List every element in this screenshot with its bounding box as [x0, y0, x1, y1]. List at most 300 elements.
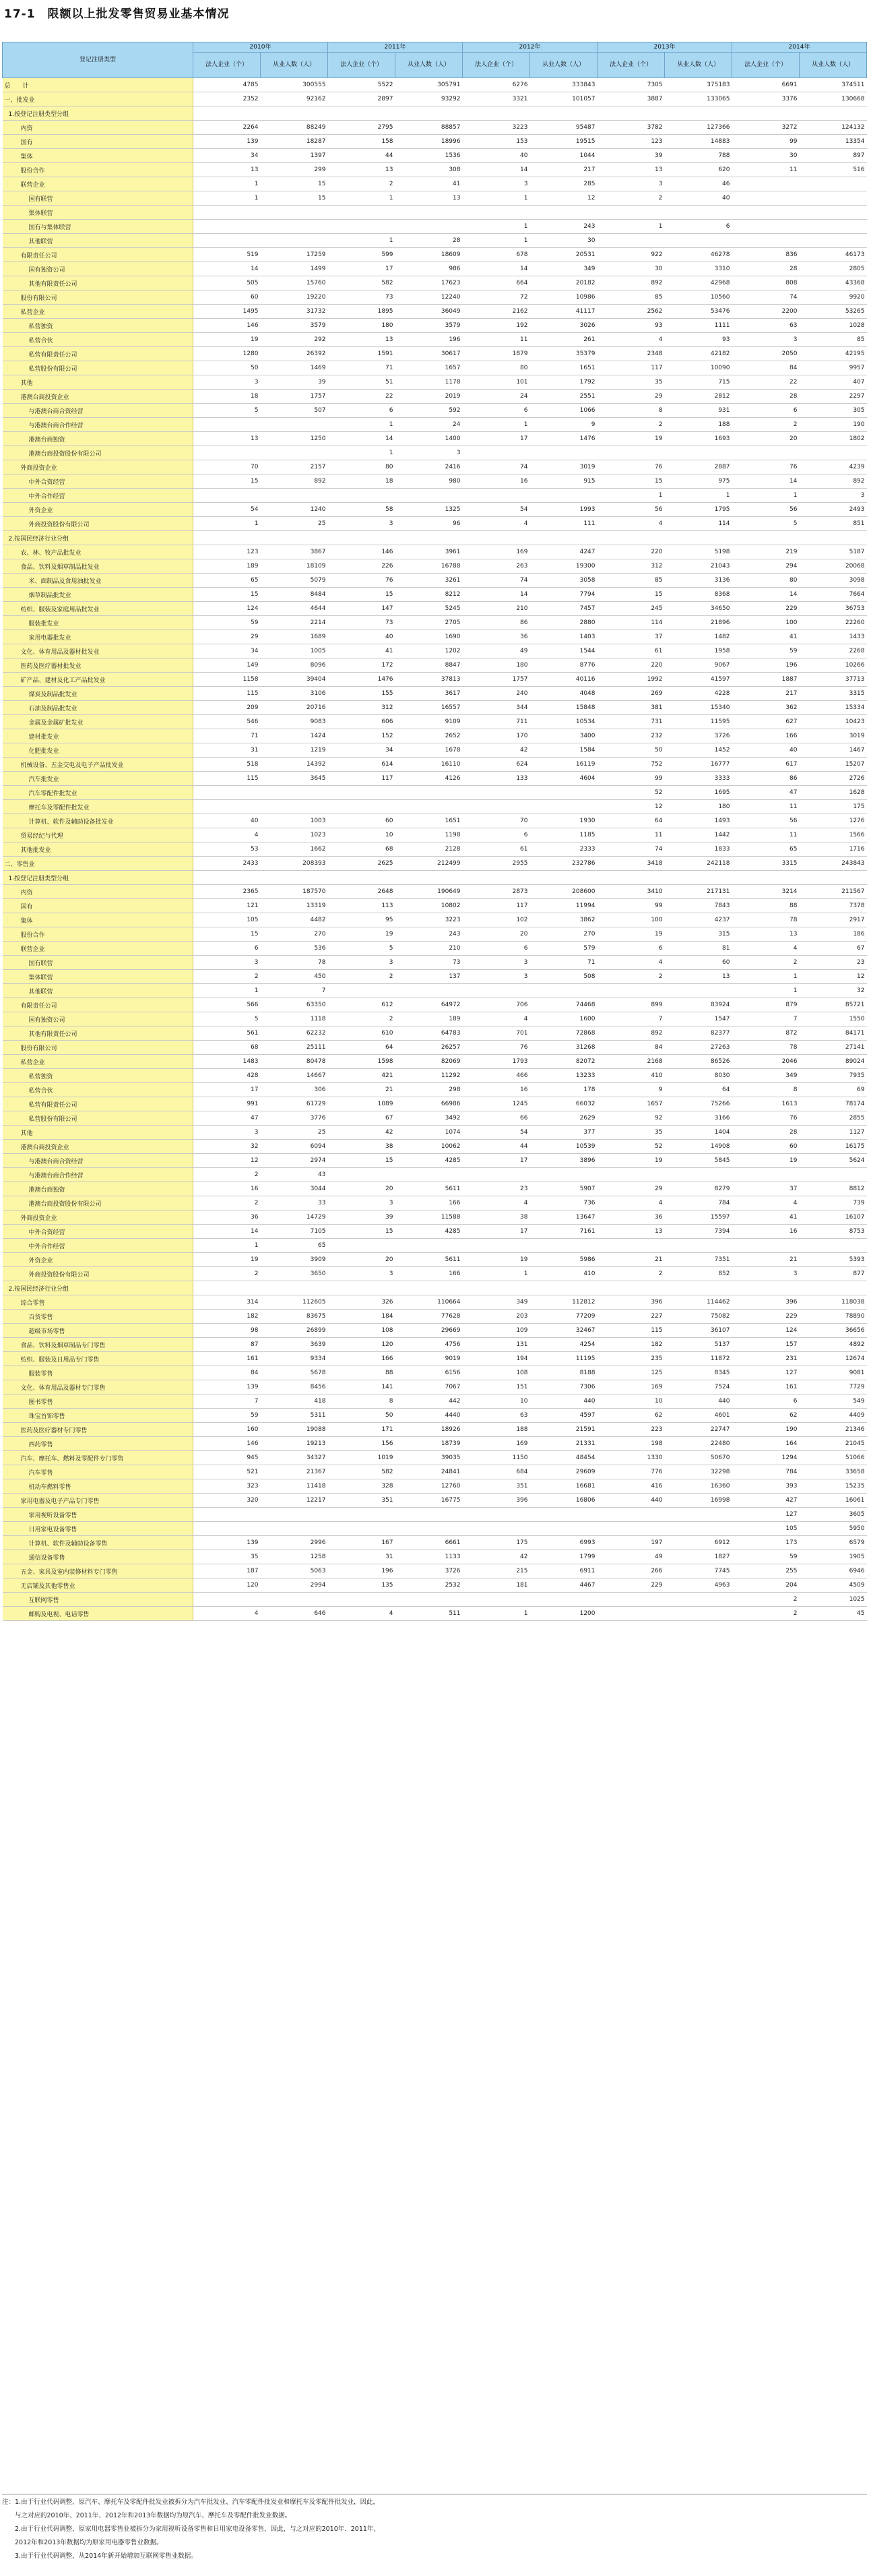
- employees-cell: 3106: [261, 687, 328, 701]
- employees-cell: 5678: [261, 1366, 328, 1380]
- table-row: [3, 1168, 867, 1182]
- enterprises-cell: 664: [463, 276, 530, 290]
- table-row: [3, 92, 867, 106]
- employees-cell: [800, 1239, 867, 1253]
- table-row: [3, 828, 867, 842]
- enterprises-cell: 73: [328, 290, 395, 305]
- employees-cell: 2532: [395, 1578, 463, 1593]
- enterprises-cell: 1294: [732, 1451, 800, 1465]
- employees-cell: 3019: [800, 729, 867, 743]
- enterprises-cell: 15: [328, 1154, 395, 1168]
- table-row: [3, 1564, 867, 1578]
- enterprises-cell: 1: [328, 418, 395, 432]
- enterprises-cell: 59: [193, 616, 261, 630]
- employees-cell: 3261: [395, 574, 463, 588]
- enterprises-cell: 188: [463, 1423, 530, 1437]
- employees-cell: [665, 531, 732, 545]
- employees-cell: 877: [800, 1267, 867, 1281]
- employees-cell: 305: [800, 404, 867, 418]
- row-label: 私营企业: [3, 305, 193, 319]
- enterprises-cell: 60: [732, 1140, 800, 1154]
- employees-cell: 16175: [800, 1140, 867, 1154]
- employees-cell: 5187: [800, 545, 867, 559]
- table-row: [3, 432, 867, 446]
- table-row: [3, 333, 867, 347]
- enterprises-cell: 147: [328, 602, 395, 616]
- enterprises-cell: 16: [463, 1083, 530, 1097]
- row-label: 私营合伙: [3, 333, 193, 347]
- table-row: [3, 347, 867, 361]
- employees-cell: 6661: [395, 1536, 463, 1550]
- table-row: [3, 786, 867, 800]
- employees-cell: 16806: [530, 1494, 598, 1508]
- enterprises-cell: 42: [328, 1126, 395, 1140]
- employees-cell: 8030: [665, 1069, 732, 1083]
- employees-cell: 14392: [261, 758, 328, 772]
- table-row: [3, 559, 867, 574]
- employees-cell: 1678: [395, 743, 463, 758]
- enterprises-cell: 12: [193, 1154, 261, 1168]
- enterprises-cell: 229: [732, 1310, 800, 1324]
- row-label: 纺织、服装及日用品专门零售: [3, 1352, 193, 1366]
- table-row: [3, 1423, 867, 1437]
- enterprises-cell: 1757: [463, 673, 530, 687]
- employees-cell: 374511: [800, 78, 867, 92]
- data-table: [2, 42, 867, 1621]
- enterprises-cell: 85: [598, 574, 665, 588]
- employees-cell: [261, 206, 328, 220]
- employees-cell: 208393: [261, 857, 328, 871]
- employees-header: 从业人数（人）: [530, 53, 598, 78]
- employees-cell: 78890: [800, 1310, 867, 1324]
- table-row: [3, 1324, 867, 1338]
- enterprises-cell: 38: [463, 1210, 530, 1225]
- employees-cell: 15848: [530, 701, 598, 715]
- employees-cell: 1469: [261, 361, 328, 375]
- enterprises-cell: 78: [732, 1041, 800, 1055]
- enterprises-cell: 61: [463, 842, 530, 857]
- row-label: 无店铺及其他零售业: [3, 1578, 193, 1593]
- employees-cell: 9109: [395, 715, 463, 729]
- table-row: [3, 758, 867, 772]
- employees-cell: 39035: [395, 1451, 463, 1465]
- employees-cell: 18739: [395, 1437, 463, 1451]
- enterprises-cell: 6: [463, 828, 530, 842]
- employees-cell: 72868: [530, 1026, 598, 1041]
- employees-cell: 3044: [261, 1182, 328, 1196]
- enterprises-cell: [193, 871, 261, 885]
- enterprises-cell: 7: [193, 1394, 261, 1409]
- enterprises-cell: 39: [598, 149, 665, 163]
- employees-cell: [395, 871, 463, 885]
- enterprises-cell: [193, 106, 261, 121]
- enterprises-cell: 71: [193, 729, 261, 743]
- employees-cell: 592: [395, 404, 463, 418]
- enterprises-cell: 328: [328, 1479, 395, 1494]
- employees-cell: [395, 1281, 463, 1295]
- enterprises-cell: 1483: [193, 1055, 261, 1069]
- enterprises-cell: 59: [732, 644, 800, 658]
- enterprises-cell: 10: [328, 828, 395, 842]
- enterprises-cell: 223: [598, 1423, 665, 1437]
- enterprises-cell: 170: [463, 729, 530, 743]
- employees-cell: 788: [665, 149, 732, 163]
- enterprises-cell: 2897: [328, 92, 395, 106]
- enterprises-cell: 1: [328, 191, 395, 206]
- employees-cell: 10986: [530, 290, 598, 305]
- enterprises-cell: [598, 1508, 665, 1522]
- enterprises-cell: [732, 106, 800, 121]
- employees-cell: 10266: [800, 658, 867, 673]
- enterprises-cell: 3: [463, 970, 530, 984]
- enterprises-cell: 610: [328, 1026, 395, 1041]
- employees-cell: 1651: [530, 361, 598, 375]
- employees-cell: [395, 1522, 463, 1536]
- enterprises-cell: 34: [193, 149, 261, 163]
- employees-cell: 1127: [800, 1126, 867, 1140]
- enterprises-cell: 105: [732, 1522, 800, 1536]
- table-row: [3, 1111, 867, 1126]
- enterprises-cell: 35: [598, 1126, 665, 1140]
- enterprises-cell: 4: [328, 1607, 395, 1621]
- year-header: 2014年: [732, 42, 867, 53]
- employees-cell: 3223: [395, 913, 463, 927]
- enterprises-cell: [328, 531, 395, 545]
- employees-cell: 64: [665, 1083, 732, 1097]
- table-row: [3, 1026, 867, 1041]
- enterprises-cell: 65: [193, 574, 261, 588]
- employees-cell: 5611: [395, 1253, 463, 1267]
- enterprises-cell: 169: [463, 545, 530, 559]
- employees-cell: 4604: [530, 772, 598, 786]
- employees-cell: 46173: [800, 248, 867, 262]
- enterprises-cell: 219: [732, 545, 800, 559]
- employees-cell: [665, 871, 732, 885]
- enterprises-cell: 99: [598, 772, 665, 786]
- employees-cell: 12760: [395, 1479, 463, 1494]
- employees-cell: 1536: [395, 149, 463, 163]
- employees-cell: 8753: [800, 1225, 867, 1239]
- enterprises-cell: [193, 1508, 261, 1522]
- employees-cell: 36049: [395, 305, 463, 319]
- enterprises-cell: [463, 489, 530, 503]
- employees-cell: 26392: [261, 347, 328, 361]
- enterprises-cell: 209: [193, 701, 261, 715]
- table-row: [3, 970, 867, 984]
- enterprises-cell: 19: [193, 1253, 261, 1267]
- employees-cell: 88249: [261, 121, 328, 135]
- enterprises-cell: 1: [598, 489, 665, 503]
- enterprises-cell: 40: [328, 630, 395, 644]
- enterprises-cell: 2264: [193, 121, 261, 135]
- employees-cell: 620: [665, 163, 732, 177]
- employees-cell: [665, 446, 732, 460]
- enterprises-cell: 47: [732, 786, 800, 800]
- employees-cell: 507: [261, 404, 328, 418]
- employees-cell: [800, 234, 867, 248]
- row-label: 与港澳台商合作经营: [3, 1168, 193, 1182]
- row-label: 中外合作经营: [3, 489, 193, 503]
- table-row: [3, 1607, 867, 1621]
- row-label: 集体: [3, 149, 193, 163]
- employees-cell: [530, 206, 598, 220]
- table-row: [3, 1041, 867, 1055]
- employees-cell: 13: [395, 191, 463, 206]
- employees-cell: 21896: [665, 616, 732, 630]
- enterprises-cell: 6: [463, 404, 530, 418]
- employees-cell: [261, 786, 328, 800]
- table-row: [3, 177, 867, 191]
- row-label: 米、面制品及食用油批发业: [3, 574, 193, 588]
- employees-cell: 3579: [395, 319, 463, 333]
- year-header: 2013年: [598, 42, 732, 53]
- employees-cell: 180: [665, 800, 732, 814]
- row-label: 家用视听设备零售: [3, 1508, 193, 1522]
- employees-cell: 196: [395, 333, 463, 347]
- employees-cell: 7105: [261, 1225, 328, 1239]
- row-label: 文化、体育用品及器材批发业: [3, 644, 193, 658]
- employees-cell: 3310: [665, 262, 732, 276]
- employees-cell: 1993: [530, 503, 598, 517]
- enterprises-cell: 19: [598, 432, 665, 446]
- table-row: [3, 1069, 867, 1083]
- enterprises-cell: 38: [328, 1140, 395, 1154]
- employees-cell: 13233: [530, 1069, 598, 1083]
- enterprises-cell: [732, 220, 800, 234]
- enterprises-cell: 20: [328, 1253, 395, 1267]
- row-label: 家用电器及电子产品专门零售: [3, 1494, 193, 1508]
- enterprises-cell: 121: [193, 899, 261, 913]
- enterprises-cell: 88: [328, 1366, 395, 1380]
- table-row: [3, 1593, 867, 1607]
- employees-cell: 1433: [800, 630, 867, 644]
- enterprises-cell: 3: [328, 1196, 395, 1210]
- enterprises-cell: 86: [463, 616, 530, 630]
- employees-cell: 549: [800, 1394, 867, 1409]
- row-label: 外资企业: [3, 503, 193, 517]
- enterprises-cell: 991: [193, 1097, 261, 1111]
- enterprises-cell: 72: [463, 290, 530, 305]
- employees-cell: 736: [530, 1196, 598, 1210]
- employees-cell: 270: [261, 927, 328, 942]
- enterprises-cell: 92: [598, 1111, 665, 1126]
- enterprises-cell: 14: [463, 262, 530, 276]
- enterprises-cell: 599: [328, 248, 395, 262]
- row-label: 股份有限公司: [3, 290, 193, 305]
- enterprises-cell: 167: [328, 1536, 395, 1550]
- enterprises-cell: 152: [328, 729, 395, 743]
- enterprises-cell: [732, 206, 800, 220]
- employees-cell: 14667: [261, 1069, 328, 1083]
- enterprises-cell: 17: [463, 1154, 530, 1168]
- enterprises-cell: 76: [732, 460, 800, 474]
- table-row: [3, 234, 867, 248]
- employees-cell: 1690: [395, 630, 463, 644]
- employees-cell: 3617: [395, 687, 463, 701]
- enterprises-cell: [598, 106, 665, 121]
- enterprises-cell: 105: [193, 913, 261, 927]
- enterprises-cell: [463, 531, 530, 545]
- employees-cell: 10062: [395, 1140, 463, 1154]
- table-row: [3, 503, 867, 517]
- row-label: 其他: [3, 1126, 193, 1140]
- enterprises-cell: 76: [598, 460, 665, 474]
- employees-cell: 1566: [800, 828, 867, 842]
- enterprises-cell: 54: [463, 503, 530, 517]
- table-row: [3, 545, 867, 559]
- enterprises-cell: 173: [732, 1536, 800, 1550]
- employees-cell: 1219: [261, 743, 328, 758]
- enterprises-cell: 53: [193, 842, 261, 857]
- employees-cell: 14729: [261, 1210, 328, 1225]
- employees-cell: 3492: [395, 1111, 463, 1126]
- employees-cell: 1802: [800, 432, 867, 446]
- enterprises-cell: 50: [193, 361, 261, 375]
- enterprises-cell: 67: [328, 1111, 395, 1126]
- enterprises-cell: 349: [463, 1295, 530, 1310]
- enterprises-cell: 113: [328, 899, 395, 913]
- employees-cell: [395, 1593, 463, 1607]
- enterprises-cell: 11: [732, 800, 800, 814]
- table-row: [3, 375, 867, 390]
- enterprises-cell: [328, 1281, 395, 1295]
- employees-cell: 2214: [261, 616, 328, 630]
- employees-cell: 1651: [395, 814, 463, 828]
- employees-cell: 1028: [800, 319, 867, 333]
- footnote-line: 2.由于行业代码调整，原家用电器零售业被拆分为家用视听设备零售和日用家电设备零售，因此，与之对应的2010年、2011年、: [2, 2525, 380, 2533]
- employees-cell: 78: [261, 956, 328, 970]
- enterprises-cell: 117: [598, 361, 665, 375]
- employees-cell: 9957: [800, 361, 867, 375]
- employees-cell: 3058: [530, 574, 598, 588]
- employees-cell: 25111: [261, 1041, 328, 1055]
- row-label: 国有联营: [3, 191, 193, 206]
- employees-cell: 82377: [665, 1026, 732, 1041]
- employees-cell: 21045: [800, 1437, 867, 1451]
- enterprises-cell: 2: [328, 970, 395, 984]
- employees-cell: 12: [530, 191, 598, 206]
- employees-cell: 7067: [395, 1380, 463, 1394]
- employees-cell: 19220: [261, 290, 328, 305]
- enterprises-cell: 14: [732, 588, 800, 602]
- employees-cell: 19088: [261, 1423, 328, 1437]
- row-label: 图书零售: [3, 1394, 193, 1409]
- enterprises-cell: [193, 206, 261, 220]
- enterprises-cell: 17: [463, 1225, 530, 1239]
- employees-cell: 2128: [395, 842, 463, 857]
- employees-cell: [530, 1239, 598, 1253]
- employees-cell: 8776: [530, 658, 598, 673]
- enterprises-cell: 245: [598, 602, 665, 616]
- row-label: 汽车零售: [3, 1465, 193, 1479]
- employees-cell: 12674: [800, 1352, 867, 1366]
- employees-cell: 40: [665, 191, 732, 206]
- employees-cell: 71: [530, 956, 598, 970]
- enterprises-cell: 34: [193, 644, 261, 658]
- enterprises-cell: 44: [463, 1140, 530, 1154]
- employees-cell: 3315: [800, 687, 867, 701]
- employees-cell: 1066: [530, 404, 598, 418]
- employees-cell: 43368: [800, 276, 867, 290]
- enterprises-cell: 21: [732, 1253, 800, 1267]
- enterprises-cell: 9: [598, 1083, 665, 1097]
- row-label: 外商投资企业: [3, 460, 193, 474]
- enterprises-cell: 35: [598, 375, 665, 390]
- employees-cell: 10560: [665, 290, 732, 305]
- employees-cell: 41597: [665, 673, 732, 687]
- enterprises-cell: 2625: [328, 857, 395, 871]
- enterprises-cell: 11: [598, 828, 665, 842]
- row-label: 医药及医疗器材批发业: [3, 658, 193, 673]
- employees-cell: 15207: [800, 758, 867, 772]
- enterprises-cell: 4: [732, 1196, 800, 1210]
- enterprises-cell: 78: [732, 913, 800, 927]
- enterprises-cell: 255: [732, 1564, 800, 1578]
- enterprises-cell: 2648: [328, 885, 395, 899]
- enterprises-cell: 11: [732, 828, 800, 842]
- enterprises-cell: 14: [732, 474, 800, 489]
- employees-cell: 8812: [800, 1182, 867, 1196]
- row-label: 服装零售: [3, 1366, 193, 1380]
- employees-cell: 270: [530, 927, 598, 942]
- table-row: [3, 220, 867, 234]
- table-row: [3, 701, 867, 715]
- employees-cell: [800, 446, 867, 460]
- employees-cell: 95487: [530, 121, 598, 135]
- employees-cell: [530, 106, 598, 121]
- row-label: 百货零售: [3, 1310, 193, 1324]
- enterprises-cell: [463, 1593, 530, 1607]
- enterprises-cell: 2: [598, 1267, 665, 1281]
- enterprises-cell: 100: [732, 616, 800, 630]
- row-label: 私营股份有限公司: [3, 361, 193, 375]
- enterprises-cell: 31: [193, 743, 261, 758]
- enterprises-cell: 6: [732, 404, 800, 418]
- enterprises-cell: 19: [598, 1154, 665, 1168]
- enterprises-cell: 7: [732, 1012, 800, 1026]
- employees-cell: 1958: [665, 644, 732, 658]
- employees-cell: [800, 106, 867, 121]
- table-row: [3, 715, 867, 729]
- employees-cell: 3726: [395, 1564, 463, 1578]
- employees-cell: 232786: [530, 857, 598, 871]
- employees-cell: 3896: [530, 1154, 598, 1168]
- employees-cell: 2996: [261, 1536, 328, 1550]
- employees-cell: 12240: [395, 290, 463, 305]
- row-label: 西药零售: [3, 1437, 193, 1451]
- employees-cell: 1424: [261, 729, 328, 743]
- enterprises-cell: 614: [328, 758, 395, 772]
- enterprises-cell: 312: [328, 701, 395, 715]
- employees-cell: 3726: [665, 729, 732, 743]
- employees-cell: 305791: [395, 78, 463, 92]
- enterprises-header: 法人企业（个）: [732, 53, 800, 78]
- row-label: 石油及制品批发业: [3, 701, 193, 715]
- enterprises-cell: 22: [328, 390, 395, 404]
- enterprises-cell: [328, 1593, 395, 1607]
- enterprises-cell: 2: [193, 1196, 261, 1210]
- employees-cell: 46278: [665, 248, 732, 262]
- employees-cell: 2297: [800, 390, 867, 404]
- employees-cell: 24841: [395, 1465, 463, 1479]
- employees-cell: 418: [261, 1394, 328, 1409]
- employees-cell: 6993: [530, 1536, 598, 1550]
- enterprises-cell: 37: [598, 630, 665, 644]
- enterprises-cell: 23: [463, 1182, 530, 1196]
- footnotes: [2, 2494, 867, 2563]
- enterprises-cell: 1: [732, 984, 800, 998]
- enterprises-cell: 2050: [732, 347, 800, 361]
